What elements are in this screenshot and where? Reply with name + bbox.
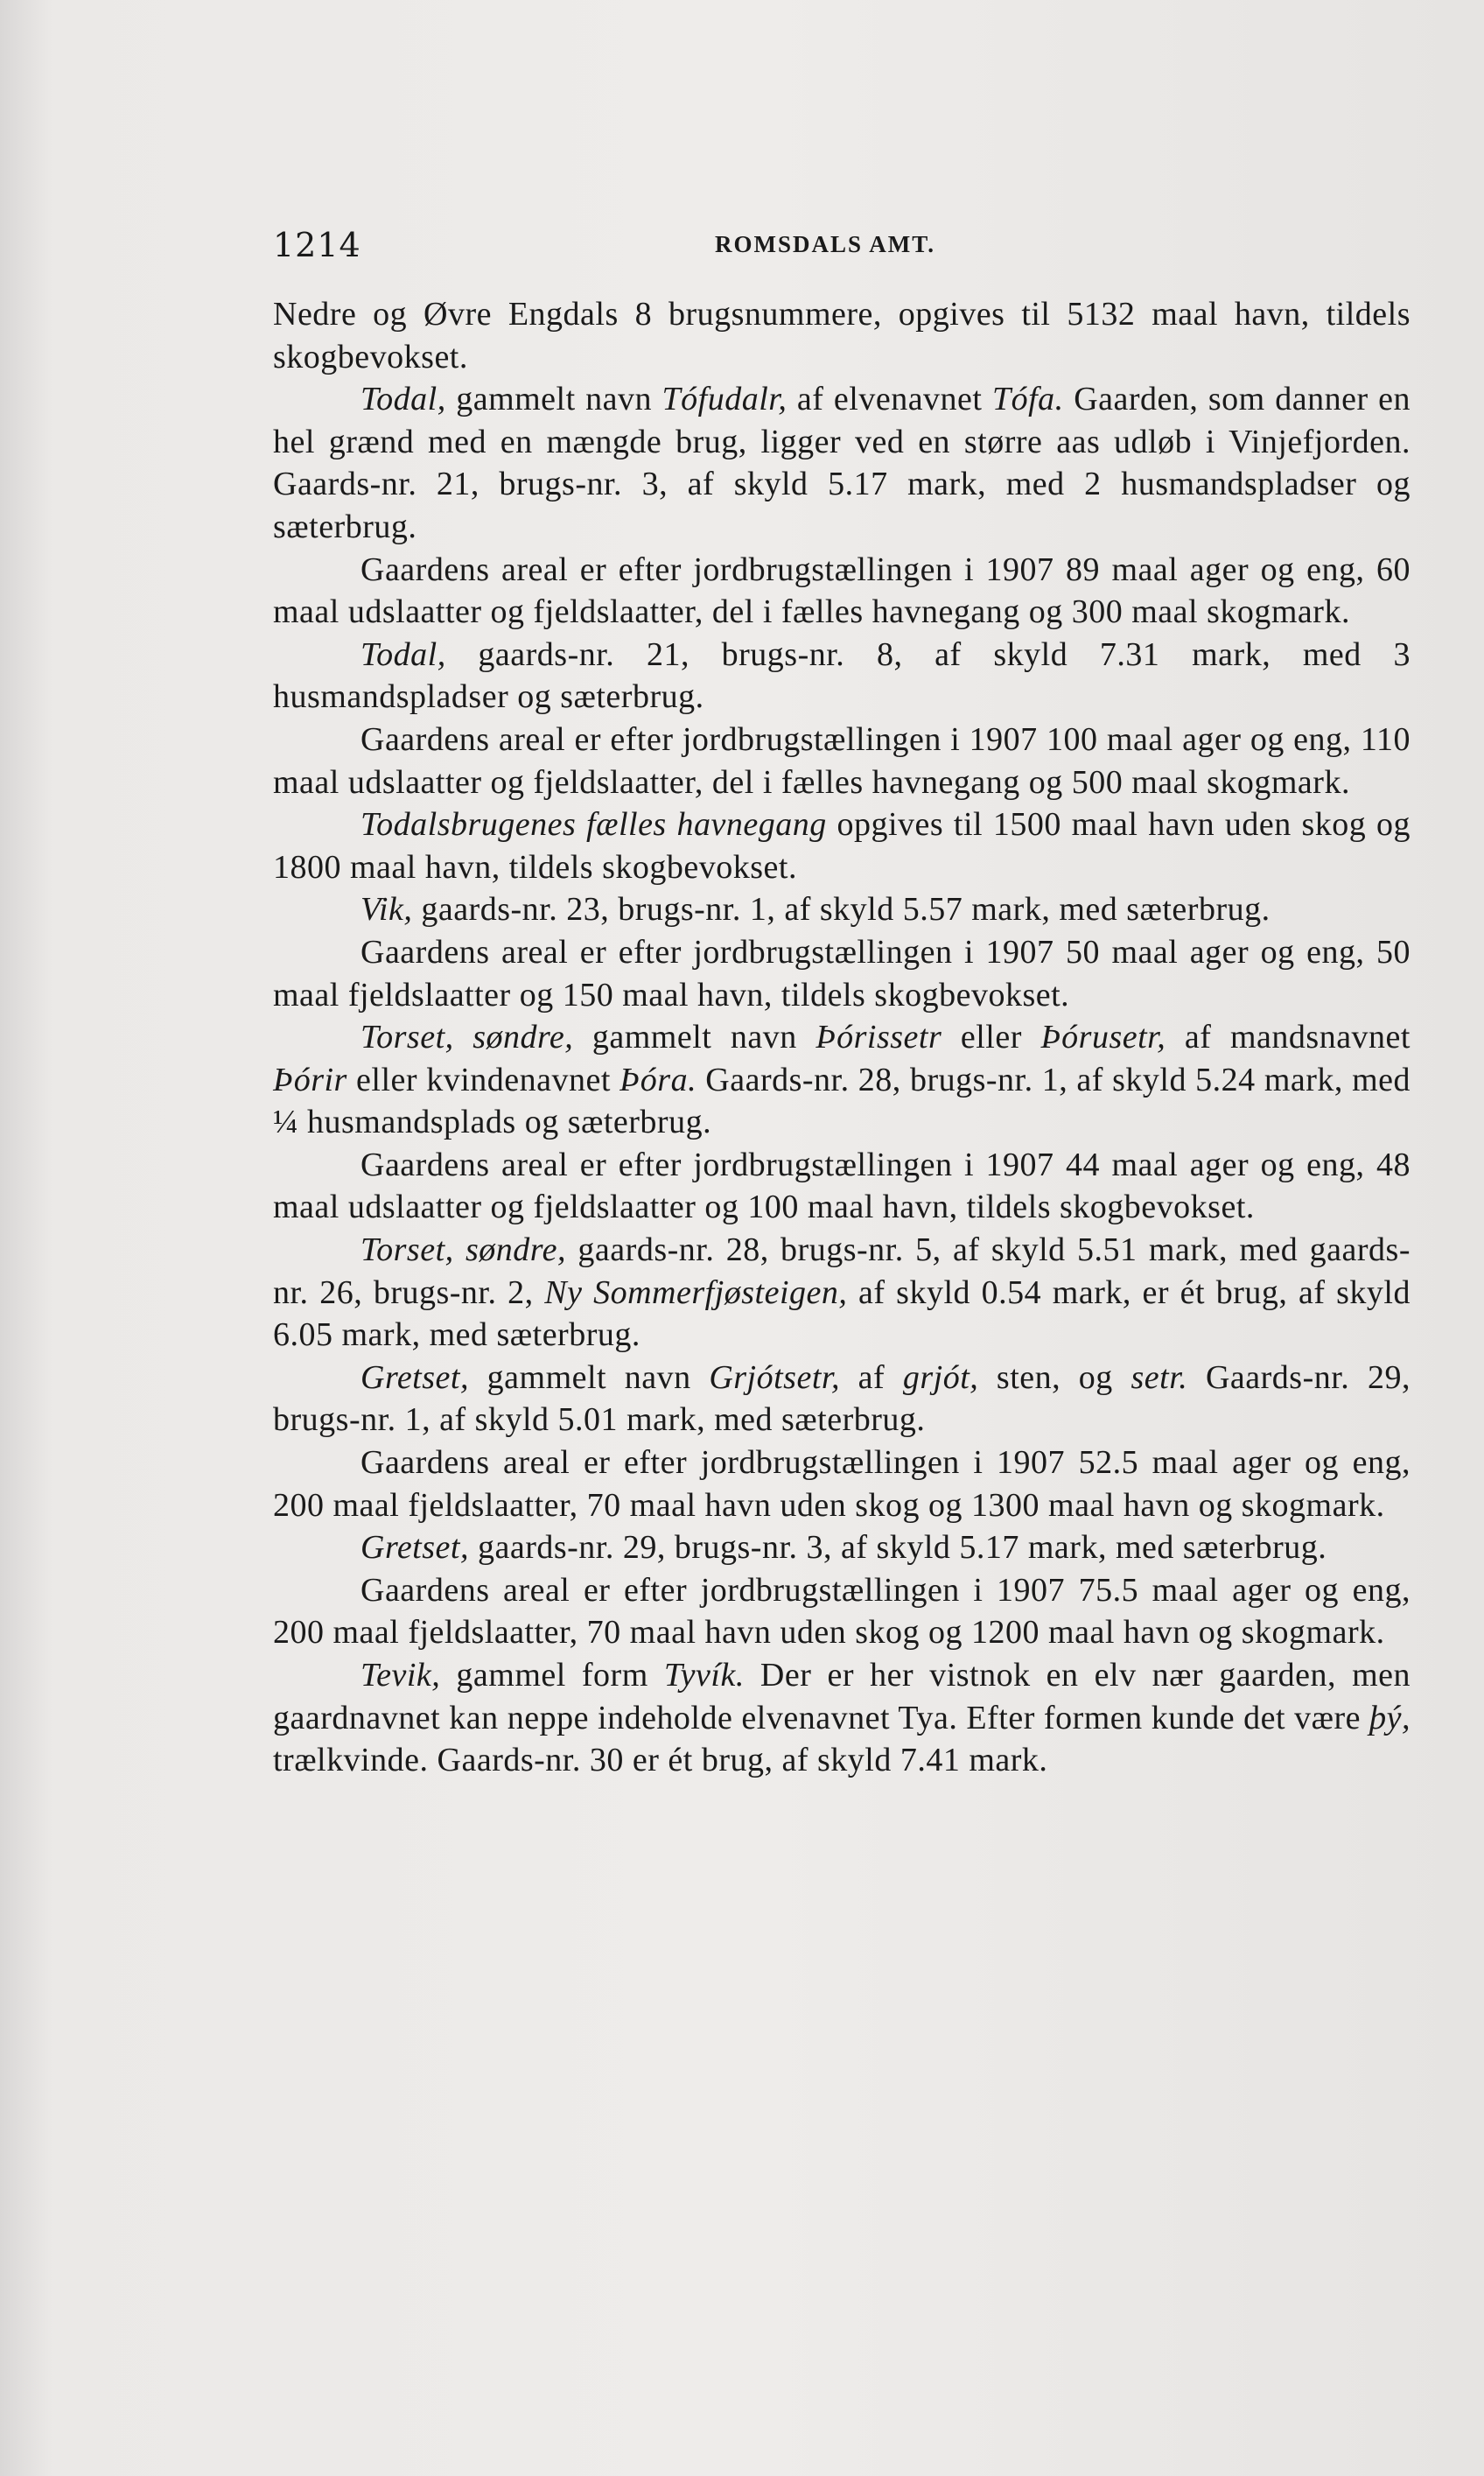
text-segment: af mandsnavnet <box>1166 1019 1410 1056</box>
paragraph <box>273 1016 1410 1144</box>
paragraph <box>273 293 1410 378</box>
text-segment: Gaarden, som danner en hel grænd med en mængde brug, ligger ved en større aas udløb i Vinjefjorden. Gaards-nr. 21, brugs-nr. 3, af skyld 5.17 mark, med 2 husmandspladser og sæterbrug. <box>273 381 1410 545</box>
paragraph <box>273 1229 1410 1357</box>
text-segment: Gaardens areal er efter jordbrugstællingen i 1907 52.5 maal ager og eng, 200 maal fjeldslaatter, 70 maal havn uden skog og 1300 maal havn og skogmark. <box>273 1444 1410 1524</box>
paragraph <box>273 1654 1410 1782</box>
paragraph <box>273 549 1410 634</box>
text-segment: gammelt navn <box>573 1019 816 1056</box>
italic-name: Ny Sommerfjøsteigen, <box>544 1273 848 1311</box>
text-segment: Gaardens areal er efter jordbrugstællingen i 1907 100 maal ager og eng, 110 maal udslaatter og fjeldslaatter, del i fælles havnegang og 500 maal skogmark. <box>273 720 1410 801</box>
paragraph <box>273 1357 1410 1441</box>
text-segment: sten, og <box>978 1358 1131 1396</box>
italic-name: setr. <box>1130 1358 1188 1396</box>
text-segment: gaards-nr. 29, brugs-nr. 3, af skyld 5.17 mark, med sæterbrug. <box>468 1529 1327 1567</box>
italic-name: Þóra. <box>620 1061 697 1098</box>
italic-name: Todal, <box>360 381 446 418</box>
running-title: ROMSDALS AMT. <box>715 231 936 257</box>
italic-name: Torset, søndre, <box>360 1231 567 1269</box>
italic-name: Vik, <box>360 891 413 929</box>
text-segment: af elvenavnet <box>787 381 992 418</box>
paragraph <box>273 931 1410 1016</box>
italic-name: Tevik, <box>360 1657 441 1694</box>
italic-name: Todal, <box>360 635 446 673</box>
italic-name: Tyvík. <box>663 1657 745 1694</box>
text-segment: Der er her vistnok en elv nær gaarden, men gaardnavnet kan neppe indeholde elvenavnet Tya. Efter formen kunde det være <box>273 1657 1411 1736</box>
text-segment: Nedre og Øvre Engdals 8 brugsnummere, opgives til 5132 maal havn, tildels skogbevokset. <box>273 296 1410 375</box>
body-text <box>273 293 1410 1782</box>
text-segment: eller kvindenavnet <box>346 1061 620 1098</box>
text-segment: gammelt navn <box>445 381 662 418</box>
text-segment: gaards-nr. 21, brugs-nr. 8, af skyld 7.31 mark, med 3 husmandspladser og sæterbrug. <box>273 635 1410 716</box>
italic-name: Tófa. <box>991 381 1064 418</box>
text-segment: Gaardens areal er efter jordbrugstællingen i 1907 44 maal ager og eng, 48 maal udslaatter og fjeldslaatter og 100 maal havn, tildels skogbevokset. <box>273 1146 1410 1226</box>
text-segment: Gaards-nr. 28, brugs-nr. 1, af skyld 5.24 mark, med ¼ husmandsplads og sæterbrug. <box>273 1061 1410 1141</box>
italic-name: grjót, <box>902 1358 979 1396</box>
paragraph <box>273 719 1410 803</box>
page-number: 1214 <box>273 226 361 264</box>
page-header <box>273 226 1410 278</box>
paragraph <box>273 888 1410 931</box>
italic-name: Þórissetr <box>816 1019 942 1056</box>
text-segment: af <box>839 1358 903 1396</box>
text-segment: Gaards-nr. 29, brugs-nr. 1, af skyld 5.01 mark, med sæterbrug. <box>273 1358 1410 1439</box>
text-segment: trælkvinde. Gaards-nr. 30 er ét brug, af skyld 7.41 mark. <box>273 1742 1048 1779</box>
paragraph <box>273 1441 1410 1526</box>
text-segment: gammel form <box>440 1657 664 1694</box>
paragraph <box>273 1144 1410 1229</box>
italic-name: Torset, søndre, <box>360 1019 574 1056</box>
text-segment: opgives til 1500 maal havn uden skog og 1800 maal havn, tildels skogbevokset. <box>273 806 1410 886</box>
text-segment: Gaardens areal er efter jordbrugstællingen i 1907 89 maal ager og eng, 60 maal udslaatter og fjeldslaatter, del i fælles havnegang og 300 maal skogmark. <box>273 551 1410 631</box>
text-segment: gammelt navn <box>468 1358 710 1396</box>
italic-name: Þórusetr, <box>1040 1019 1166 1056</box>
italic-name: Todalsbrugenes fælles havnegang <box>360 806 827 844</box>
italic-name: Gretset, <box>360 1358 469 1396</box>
text-segment: af skyld 0.54 mark, er ét brug, af skyld 6.05 mark, med sæterbrug. <box>273 1273 1410 1354</box>
italic-name: Tófudalr, <box>662 381 788 418</box>
paragraph <box>273 1569 1410 1654</box>
text-segment: Gaardens areal er efter jordbrugstællingen i 1907 75.5 maal ager og eng, 200 maal fjeldslaatter, 70 maal havn uden skog og 1200 maal havn og skogmark. <box>273 1571 1410 1652</box>
text-segment: gaards-nr. 28, brugs-nr. 5, af skyld 5.51 mark, med gaards-nr. 26, brugs-nr. 2, <box>273 1231 1410 1311</box>
italic-name: Gretset, <box>360 1529 469 1567</box>
italic-name: Þórir <box>273 1061 347 1098</box>
paragraph <box>273 378 1410 548</box>
italic-name: þý, <box>1369 1699 1410 1736</box>
text-segment: eller <box>942 1019 1041 1056</box>
text-segment: gaards-nr. 23, brugs-nr. 1, af skyld 5.57 mark, med sæterbrug. <box>412 891 1270 929</box>
paragraph <box>273 1526 1410 1569</box>
text-segment: Gaardens areal er efter jordbrugstællingen i 1907 50 maal ager og eng, 50 maal fjeldslaatter og 150 maal havn, tildels skogbevokset. <box>273 933 1410 1014</box>
italic-name: Grjótsetr, <box>709 1358 840 1396</box>
paragraph <box>273 803 1410 888</box>
paragraph <box>273 634 1410 719</box>
